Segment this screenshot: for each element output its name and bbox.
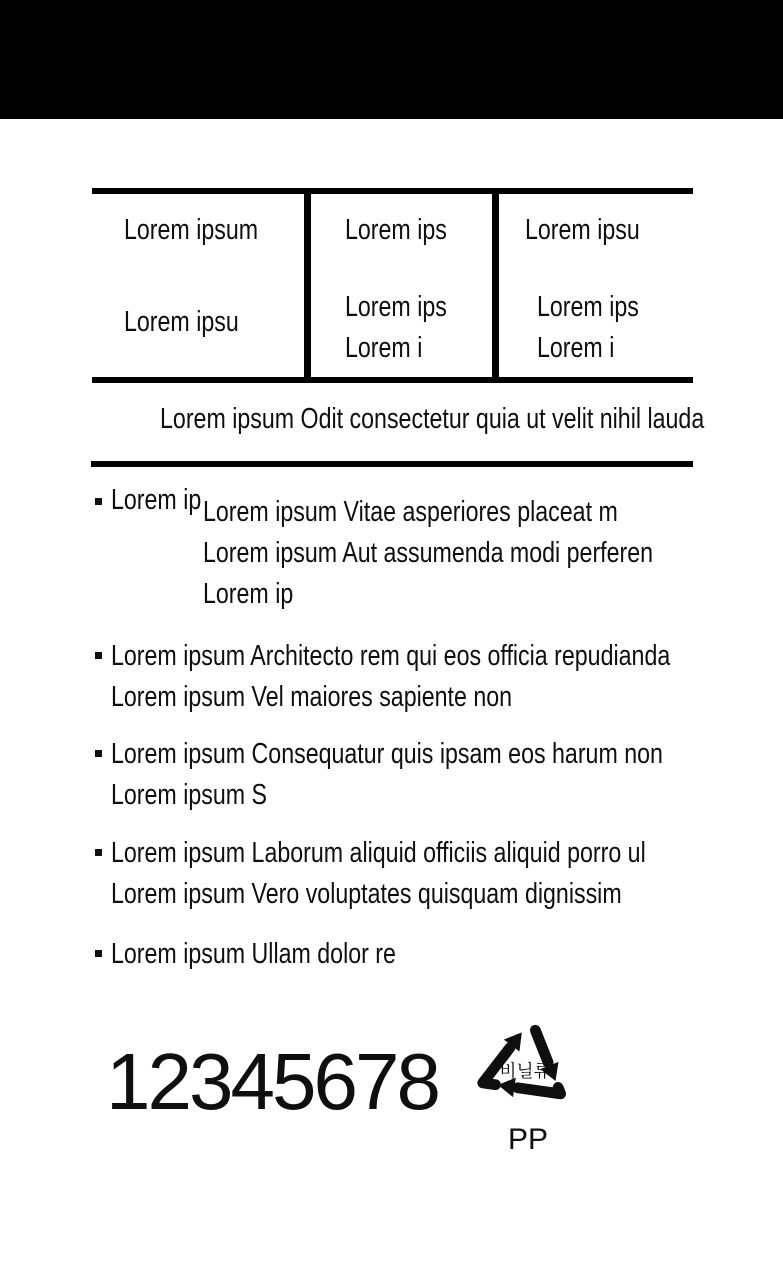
- note-line: [92, 401, 705, 437]
- table-divider: [492, 194, 499, 377]
- list-item-line: Lorem ipsum Architecto rem qui eos officia repudianda: [111, 640, 671, 672]
- list-item-lines: [111, 636, 670, 718]
- list-item-line: Lorem ipsum Aut assumenda modi perferen: [203, 537, 654, 569]
- divider-rule: [91, 461, 693, 467]
- bullet-icon: [95, 652, 102, 659]
- table-cell-text: Lorem ipsu: [124, 306, 239, 338]
- bullet-icon: [95, 498, 102, 505]
- recycling-inner-label: 비닐류: [499, 1060, 551, 1081]
- table-cell-text: Lorem ipsu: [525, 214, 640, 246]
- material-code: PP: [507, 1123, 549, 1156]
- header-band: [0, 0, 783, 119]
- table-cell-text: Lorem ips: [345, 214, 447, 246]
- spec-table: [92, 188, 693, 383]
- table-cell-text: Lorem ips: [345, 291, 447, 323]
- list-item-lines: [111, 934, 396, 975]
- list-item: [111, 934, 467, 975]
- list-item-lines: [111, 833, 646, 915]
- list-item-line: Lorem ipsum Vero voluptates quisquam dignissim: [111, 878, 622, 910]
- list-item-line: Lorem ipsum Ullam dolor re: [111, 938, 396, 970]
- note-text: Lorem ipsum Odit consectetur quia ut velit nihil lauda: [160, 403, 705, 435]
- list-item-label: Lorem ip: [111, 484, 202, 516]
- bullet-icon: [95, 950, 102, 957]
- list-item: [111, 833, 779, 915]
- recycling-triangle-icon: [466, 1006, 584, 1124]
- table-cell-text: Lorem ips: [537, 291, 639, 323]
- list-item-line: Lorem ipsum Vel maiores sapiente non: [111, 681, 513, 713]
- table-divider: [304, 194, 311, 377]
- table-cell-text: Lorem i: [345, 332, 423, 364]
- table-cell-text: Lorem i: [537, 332, 615, 364]
- bullet-icon: [95, 849, 102, 856]
- list-item-line: Lorem ipsum Consequatur quis ipsam eos harum non: [111, 738, 663, 770]
- list-item-line: Lorem ip: [203, 578, 294, 610]
- table-cell-text: Lorem ipsum: [124, 214, 259, 246]
- bullet-icon: [95, 750, 102, 757]
- list-item: [111, 636, 783, 718]
- list-item-line: Lorem ipsum Vitae asperiores placeat m: [203, 496, 618, 528]
- list-item-lines: [111, 734, 663, 816]
- product-number: 12345678: [106, 1037, 438, 1126]
- list-item-lines: [203, 492, 653, 615]
- list-item-line: Lorem ipsum Laborum aliquid officiis aliquid porro ul: [111, 837, 646, 869]
- list-item-line: Lorem ipsum S: [111, 779, 268, 811]
- list-item: [111, 734, 783, 816]
